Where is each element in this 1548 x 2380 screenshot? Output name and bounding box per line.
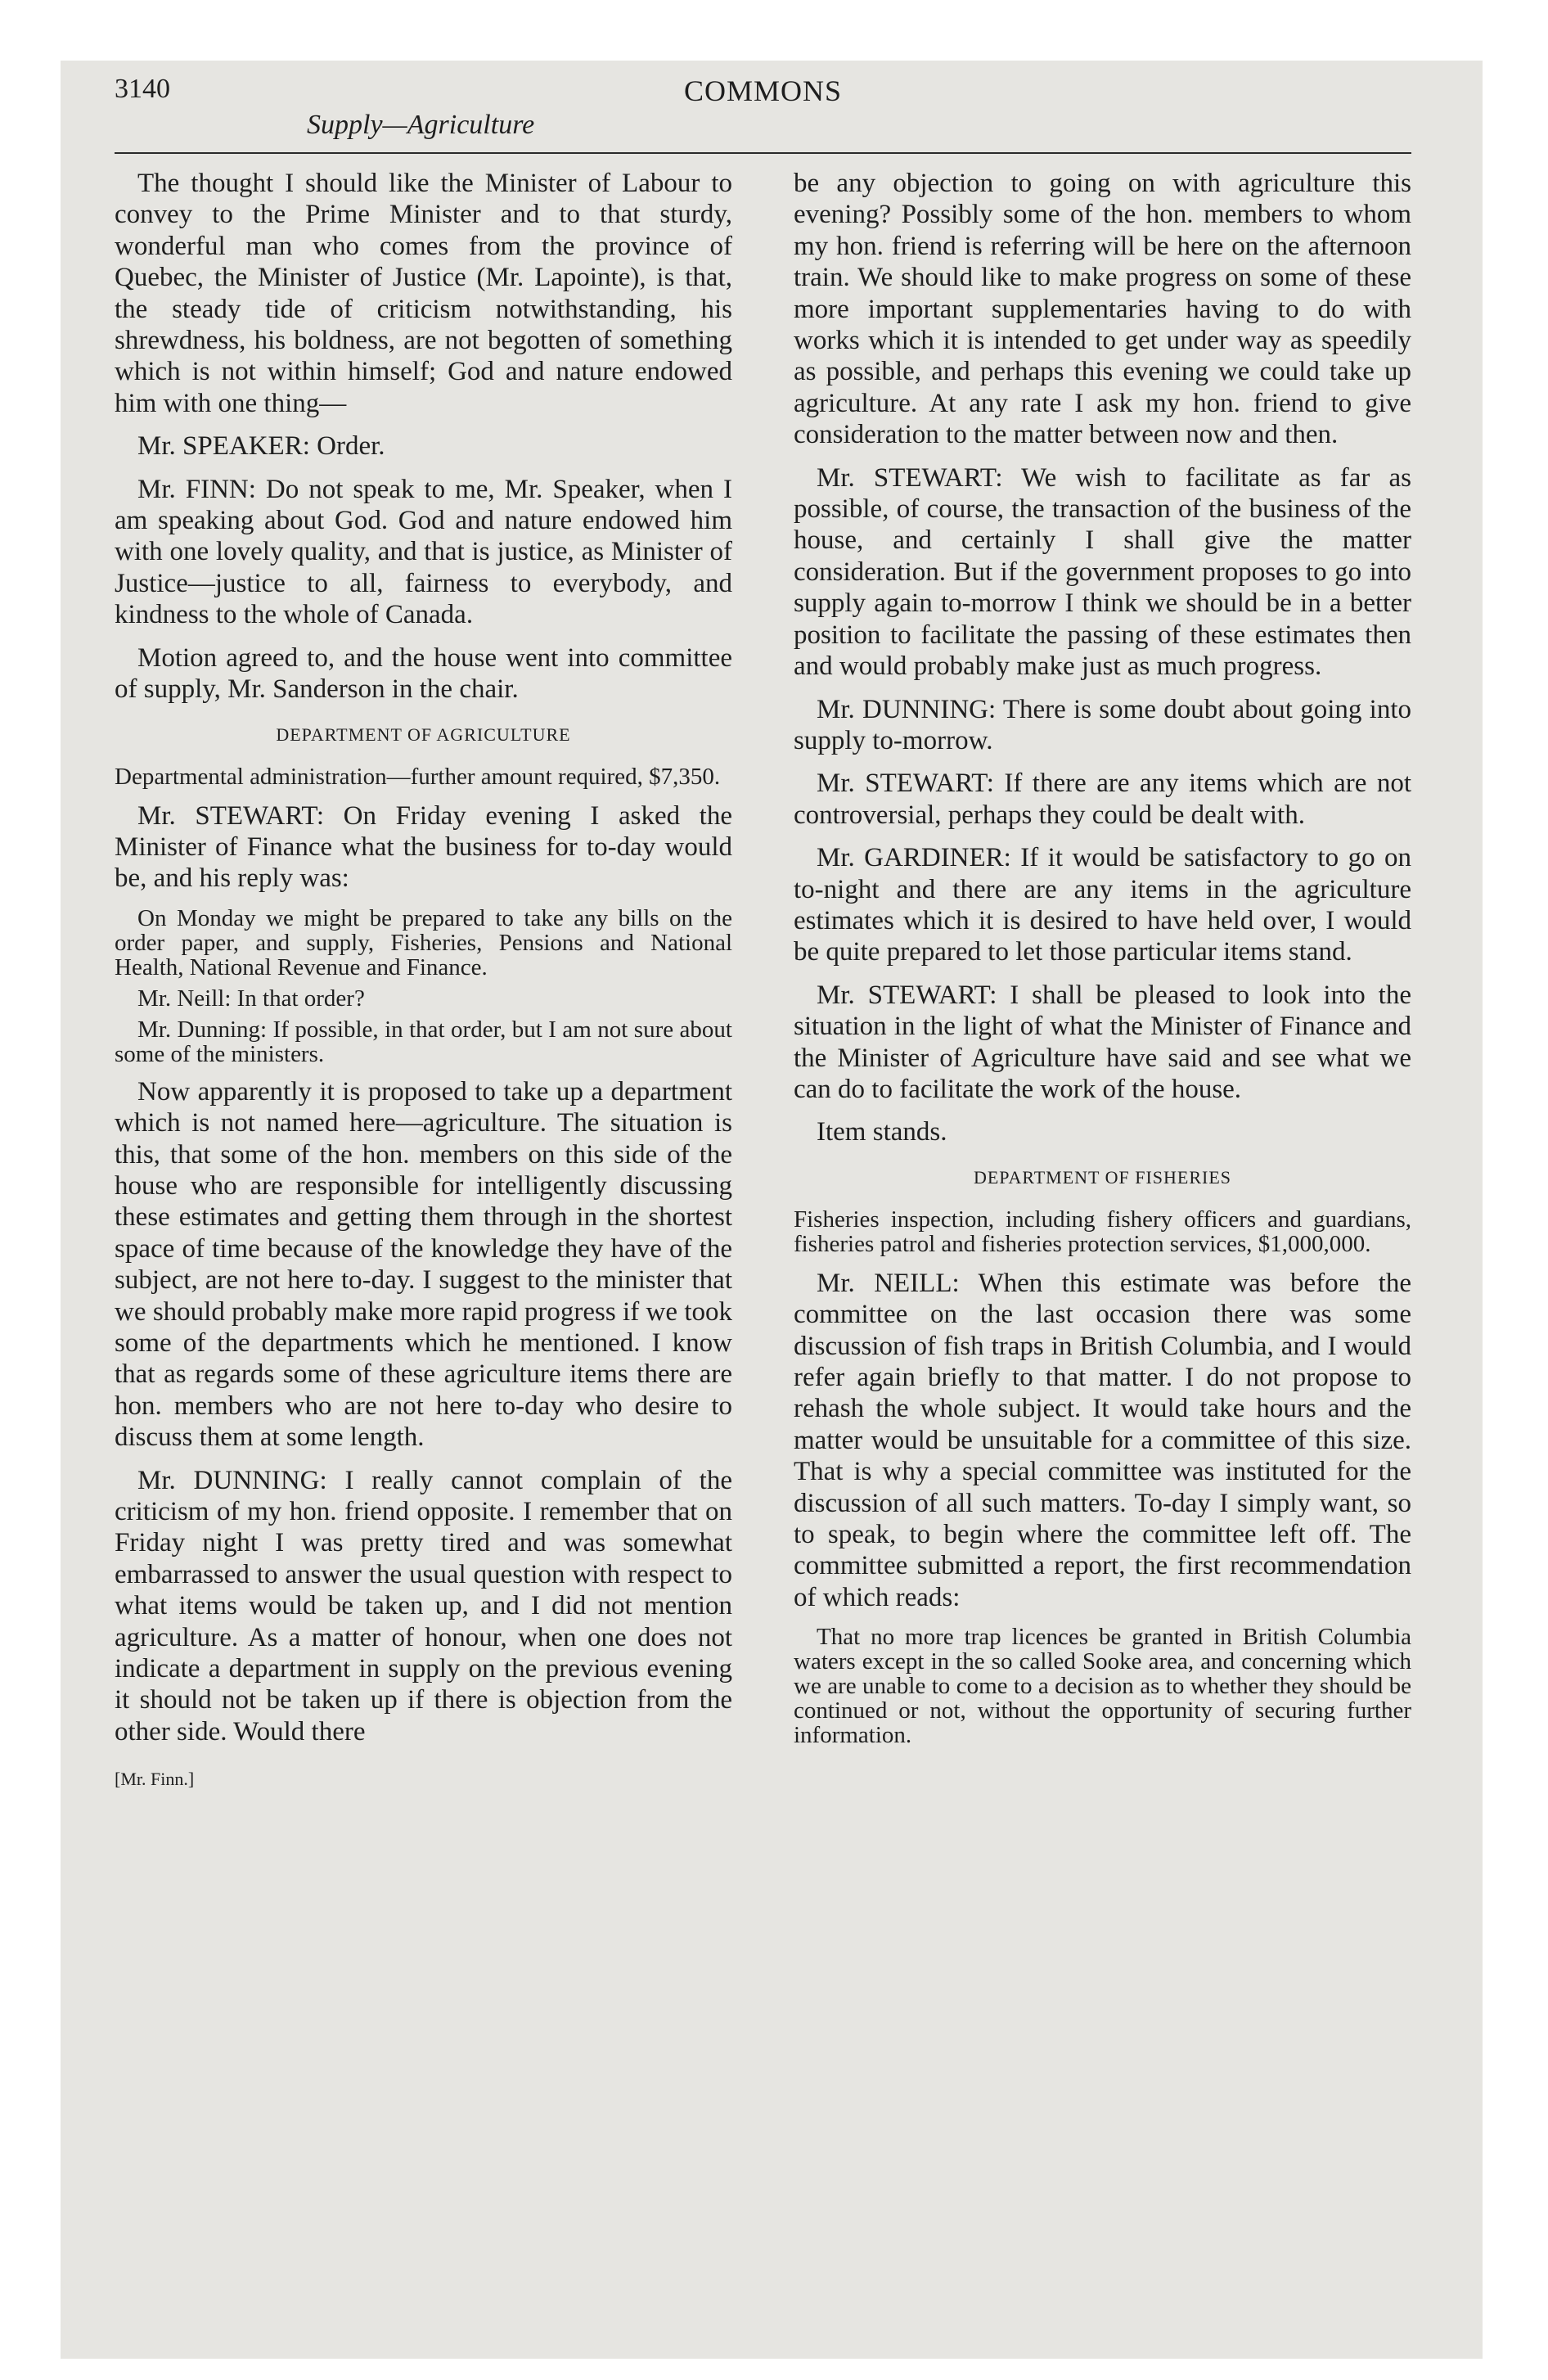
paragraph: The thought I should like the Minister of Labour to convey to the Prime Minister and to that sturdy, wonderful man who comes from the province of Quebec, the Minister of Justice (Mr. Lapointe), is that, the steady tide of criticism notwithstanding, his shrewdness, his boldness, are not begotten of something which is not within himself; God and nature endowed him with one thing— bbox=[115, 169, 732, 418]
paragraph: Mr. SPEAKER: Order. bbox=[137, 431, 385, 462]
paragraph: Mr. STEWART: On Friday evening I asked the Minister of Finance what the business for to-day would be, and his reply was: bbox=[115, 800, 732, 894]
paragraph: Now apparently it is proposed to take up a department which is not named here—agriculture. The situation is this, that some of the hon. members on this side of the house who are responsible for intelligently discussing these estimates and getting them through in the shortest space of time because of the knowledge they have of the subject, are not here to-day. I suggest to the minister that we should probably make more rapid progress if we took some of the departments which he mentioned. I know that as regards some of these agriculture items there are hon. members who are not here to-day who desire to discuss them at some length. bbox=[115, 1076, 732, 1453]
estimate-item: Fisheries inspection, including fishery officers and guardians, fisheries patrol and fisheries protection services, $1,000,000. bbox=[794, 1206, 1411, 1257]
paragraph: Mr. STEWART: If there are any items which are not controversial, perhaps they could be dealt with. bbox=[794, 769, 1411, 830]
quotation bbox=[115, 906, 732, 1066]
estimate-item: Departmental administration—further amount required, $7,350. bbox=[115, 763, 721, 790]
page-header bbox=[115, 74, 1411, 164]
quote-paragraph: Mr. Neill: In that order? bbox=[137, 985, 365, 1012]
department-heading: DEPARTMENT OF AGRICULTURE bbox=[276, 723, 571, 745]
quote-paragraph: Mr. Dunning: If possible, in that order, but I am not sure about some of the ministers. bbox=[115, 1016, 732, 1067]
right-column bbox=[794, 168, 1411, 1757]
paragraph: Mr. STEWART: I shall be pleased to look into the situation in the light of what the Minister of Finance and the Minister of Agriculture have said and see what we can do to facilitate the work of the house. bbox=[794, 980, 1411, 1104]
paragraph: Motion agreed to, and the house went into committee of supply, Mr. Sanderson in the chair. bbox=[115, 642, 732, 705]
paragraph: Mr. GARDINER: If it would be satisfactory to go on to-night and there are any items in the agriculture estimates which it is desired to have held over, I would be quite prepared to let those particular items stand. bbox=[794, 843, 1411, 967]
quotation bbox=[794, 1625, 1411, 1747]
paragraph: Mr. STEWART: We wish to facilitate as far as possible, of course, the transaction of the business of the house, and certainly I shall give the matter consideration. But if the government proposes to go into supply again to-morrow I think we should be in a better position to facilitate the passing of these estimates then and would probably make just as much progress. bbox=[794, 462, 1411, 682]
department-heading: DEPARTMENT OF FISHERIES bbox=[973, 1166, 1232, 1188]
header-rule bbox=[115, 152, 1411, 154]
paragraph: Item stands. bbox=[817, 1117, 947, 1147]
publication-title: COMMONS bbox=[683, 74, 843, 107]
paragraph: Mr. NEILL: When this estimate was before the committee on the last occasion there was some discussion of fish traps in British Columbia, and I would refer again briefly to that matter. I do not propose to rehash the whole subject. It would take hours and the matter would be unsuitable for a committee of this size. That is why a special committee was instituted for the discussion of all such matters. To-day I simply want, so to speak, to begin where the committee left off. The committee submitted a report, the first recommendation of which reads: bbox=[794, 1268, 1411, 1612]
left-column bbox=[115, 168, 732, 1796]
page-number: 3140 bbox=[115, 74, 170, 104]
paragraph: be any objection to going on with agriculture this evening? Possibly some of the hon. members to whom my hon. friend is referring will be here on the afternoon train. We should like to make progress on some of these more important supplementaries having to do with works which it is intended to get under way as speedily as possible, and perhaps this evening we could take up agriculture. At any rate I ask my hon. friend to give consideration to the matter between now and then. bbox=[794, 169, 1411, 450]
speaker-footer: [Mr. Finn.] bbox=[115, 1769, 195, 1790]
quote-paragraph: That no more trap licences be granted in British Columbia waters except in the so called Sooke area, and concerning which we are unable to come to a decision as to whether they should be continued or not, without the opportunity of securing further information. bbox=[794, 1624, 1411, 1749]
paragraph: Mr. FINN: Do not speak to me, Mr. Speaker, when I am speaking about God. God and nature endowed him with one lovely quality, and that is justice, as Minister of Justice—justice to all, fairness to everybody, and kindness to the whole of Canada. bbox=[115, 474, 732, 630]
quote-paragraph: On Monday we might be prepared to take any bills on the order paper, and supply, Fisheries, Pensions and National Health, National Revenue and Finance. bbox=[115, 904, 732, 980]
paragraph: Mr. DUNNING: I really cannot complain of the criticism of my hon. friend opposite. I remember that on Friday night I was pretty tired and was somewhat embarrassed to answer the usual question with respect to what items would be taken up, and I did not mention agriculture. As a matter of honour, when one does not indicate a department in supply on the previous evening it should not be taken up if there is objection from the other side. Would there bbox=[115, 1465, 732, 1747]
paragraph: Mr. DUNNING: There is some doubt about going into supply to-morrow. bbox=[794, 694, 1411, 755]
section-title: Supply—Agriculture bbox=[307, 110, 535, 140]
